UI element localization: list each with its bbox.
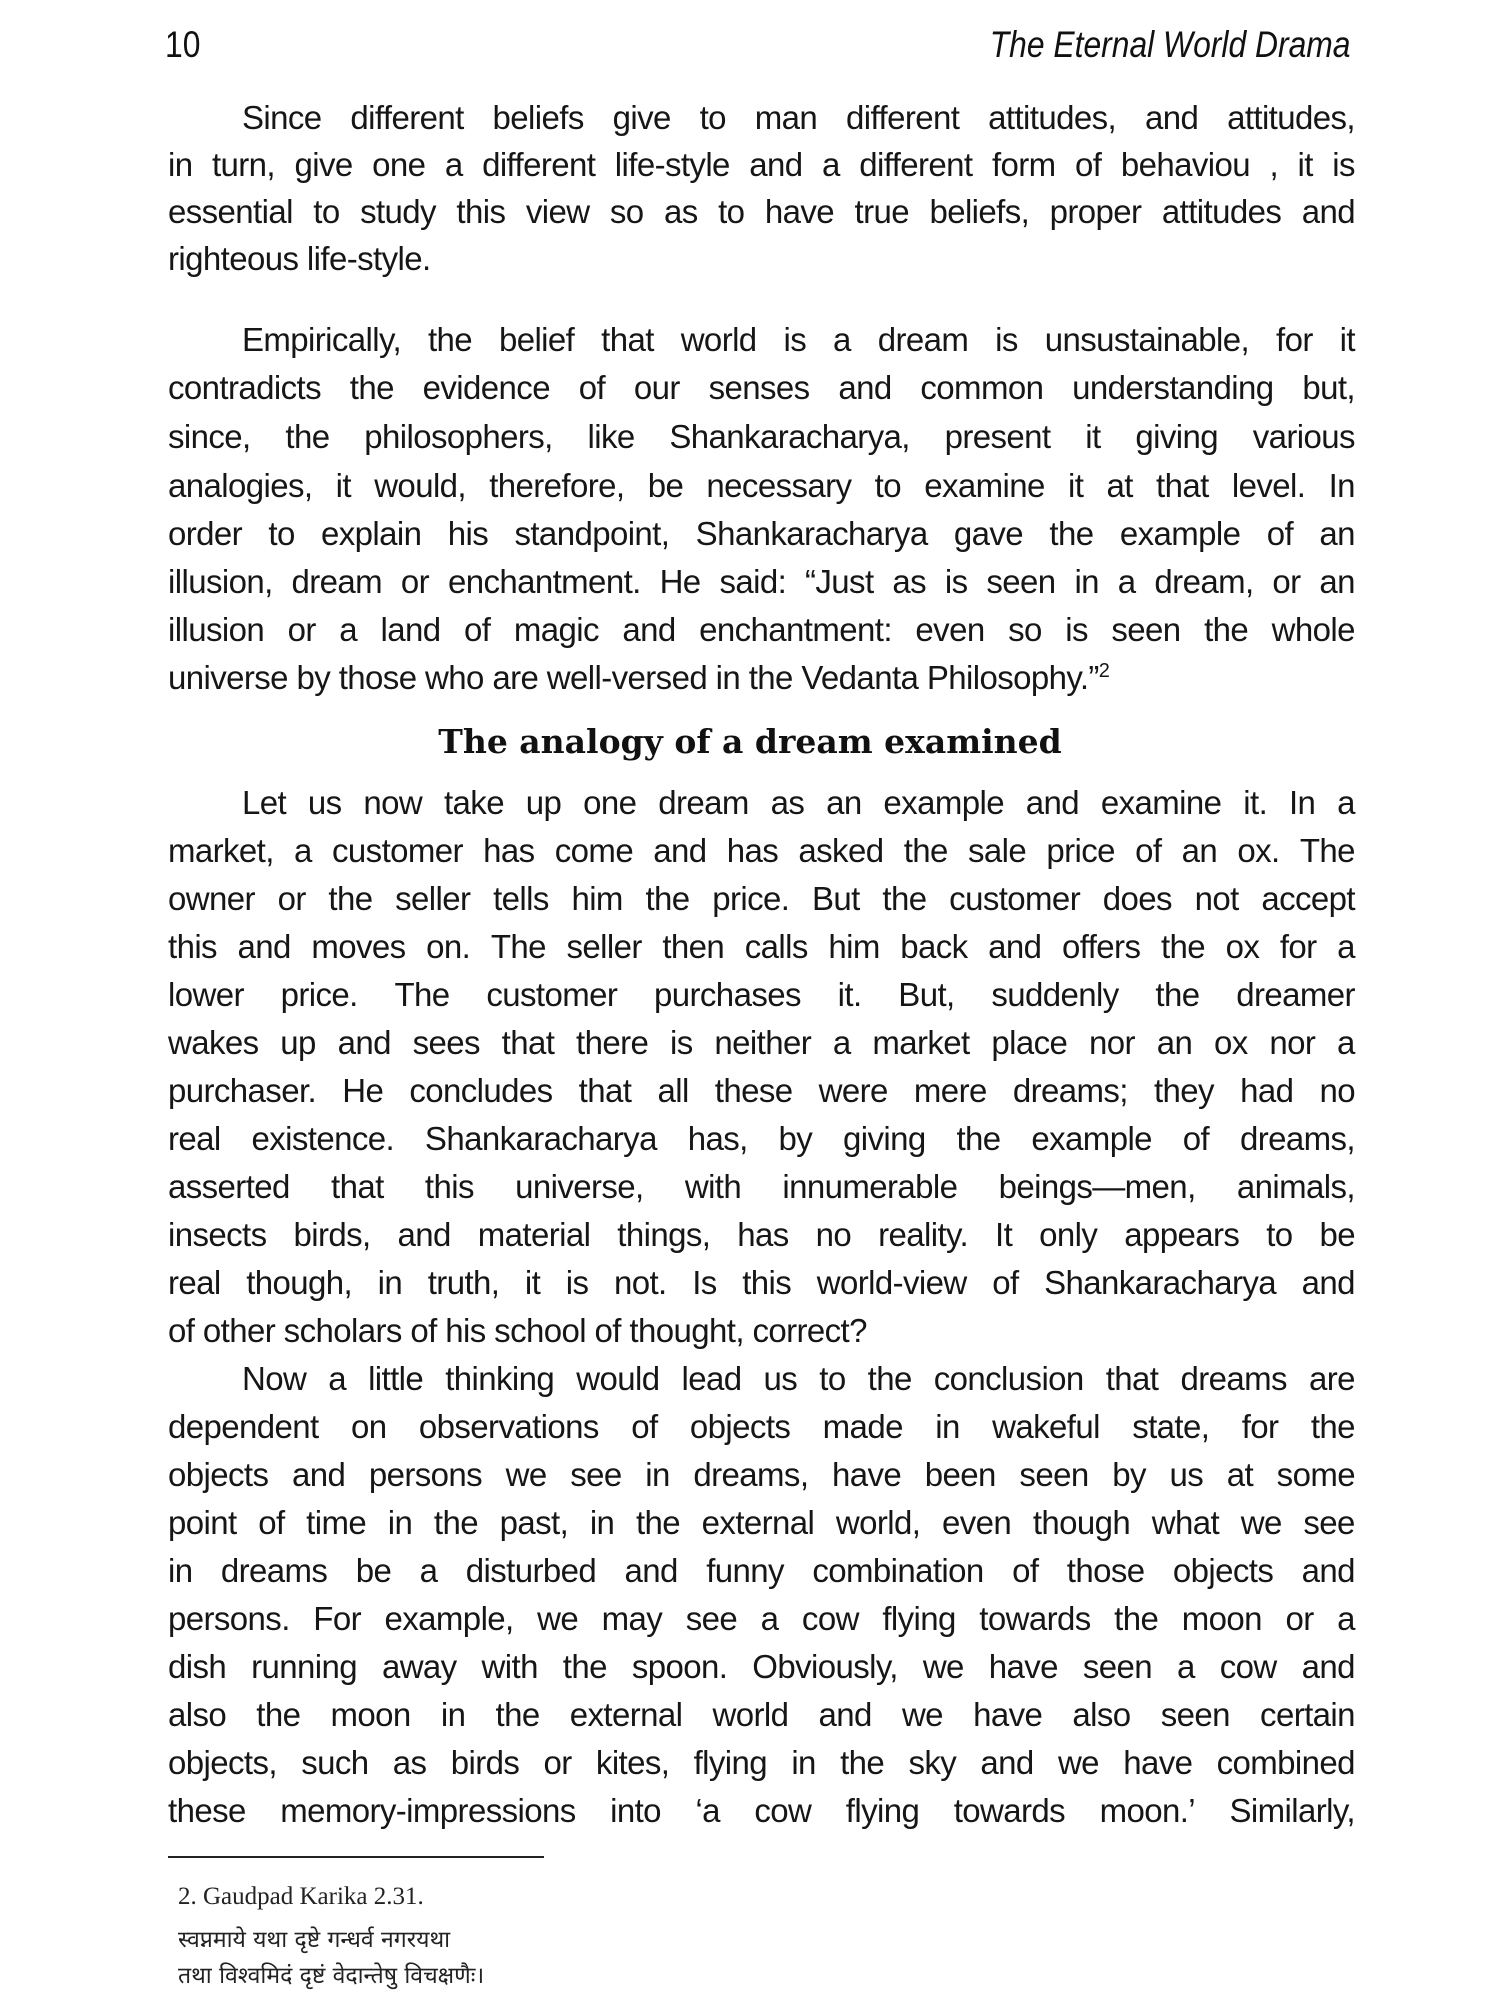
text-line: these memory-impressions into ‘a cow flying towards moon.’ Similarly, [168,1792,1355,1829]
text-line: analogies, it would, therefore, be necessary to examine it at that level. In [168,467,1355,504]
text-line: of other scholars of his school of thought, correct? [168,1312,867,1349]
text-line: real existence. Shankaracharya has, by giving the example of dreams, [168,1120,1355,1157]
text-line: insects birds, and material things, has no reality. It only appears to be [168,1216,1355,1253]
text-line: in turn, give one a different life-style and a different form of behaviou , it is [168,146,1355,183]
text-line: Let us now take up one dream as an example and examine it. In a [242,784,1355,821]
text-line: objects and persons we see in dreams, have been seen by us at some [168,1456,1355,1493]
text-line: order to explain his standpoint, Shankaracharya gave the example of an [168,515,1355,552]
footnote-sanskrit-line: तथा विश्वमिदं दृष्टं वेदान्तेषु विचक्षणैः। [178,1963,485,1989]
footnote-citation [178,1883,424,1911]
text-line: essential to study this view so as to have true beliefs, proper attitudes and [168,193,1355,230]
text-line: righteous life-style. [168,240,431,277]
text-line: illusion, dream or enchantment. He said: “Just as is seen in a dream, or an [168,563,1355,600]
text-line: dependent on observations of objects made in wakeful state, for the [168,1408,1355,1445]
text-line: illusion or a land of magic and enchantment: even so is seen the whole [168,611,1355,648]
footnote-reference[interactable]: 2 [1098,660,1110,682]
text-line: objects, such as birds or kites, flying in the sky and we have combined [168,1744,1355,1781]
text-line-content: universe by those who are well-versed in the Vedanta Philosophy.” [168,659,1099,696]
section-heading: The analogy of a dream examined [438,722,1062,761]
text-line: Now a little thinking would lead us to the conclusion that dreams are [242,1360,1355,1397]
text-line: purchaser. He concludes that all these were mere dreams; they had no [168,1072,1355,1109]
text-line: Empirically, the belief that world is a dream is unsustainable, for it [242,321,1355,358]
footnote-text: Gaudpad Karika 2.31. [203,1883,424,1910]
text-line: contradicts the evidence of our senses and common understanding but, [168,369,1355,406]
text-line: point of time in the past, in the external world, even though what we see [168,1504,1355,1541]
text-line: this and moves on. The seller then calls him back and offers the ox for a [168,928,1355,965]
text-line: owner or the seller tells him the price. But the customer does not accept [168,880,1355,917]
text-line [168,655,1355,701]
text-line: lower price. The customer purchases it. But, suddenly the dreamer [168,976,1355,1013]
text-line: also the moon in the external world and we have also seen certain [168,1696,1355,1733]
text-line: persons. For example, we may see a cow flying towards the moon or a [168,1600,1355,1637]
text-line: asserted that this universe, with innumerable beings—men, animals, [168,1168,1355,1205]
text-line: in dreams be a disturbed and funny combination of those objects and [168,1552,1355,1589]
footnote-sanskrit-line: स्वप्नमाये यथा दृष्टे गन्धर्व नगरयथा [178,1927,451,1953]
text-line: wakes up and sees that there is neither a market place nor an ox nor a [168,1024,1355,1061]
footnote-number: 2. [178,1883,197,1910]
text-line: dish running away with the spoon. Obviously, we have seen a cow and [168,1648,1355,1685]
running-title: The Eternal World Drama [989,24,1350,65]
footnote-divider [168,1856,544,1858]
text-line: Since different beliefs give to man different attitudes, and attitudes, [242,99,1355,136]
text-line: real though, in truth, it is not. Is this world-view of Shankaracharya and [168,1264,1355,1301]
page-number: 10 [165,24,201,65]
text-line: since, the philosophers, like Shankaracharya, present it giving various [168,418,1355,455]
text-line: market, a customer has come and has asked the sale price of an ox. The [168,832,1355,869]
